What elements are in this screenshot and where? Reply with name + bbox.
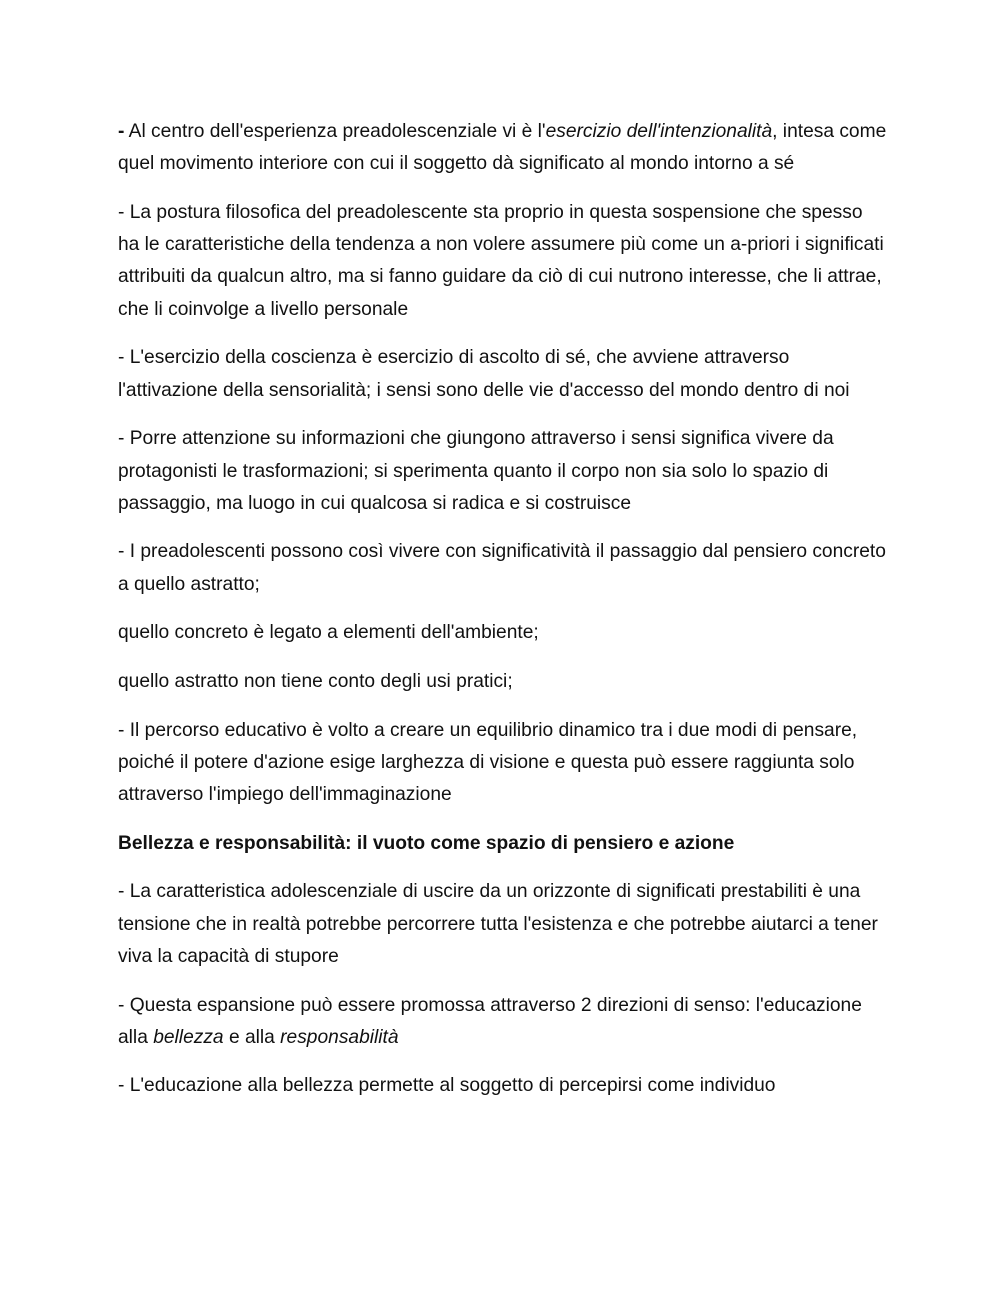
paragraph-intenzionalita: [118, 116, 888, 181]
italic-term: bellezza: [153, 1026, 224, 1048]
paragraph-text: , intesa come quel movimento interiore con cui il soggetto dà significato al mondo intorno a sé: [118, 121, 887, 175]
paragraph-esercizio-coscienza: - L'esercizio della coscienza è esercizio di ascolto di sé, che avviene attraverso l'attivazione della sensorialità; i sensi sono delle vie d'accesso del mondo dentro di noi: [118, 347, 850, 401]
italic-term: responsabilità: [280, 1026, 399, 1048]
section-heading: Bellezza e responsabilità: il vuoto come spazio di pensiero e azione: [118, 832, 735, 854]
paragraph-text: Al centro dell'esperienza preadolescenziale vi è l': [124, 121, 546, 142]
document-page: [118, 116, 888, 1119]
bold-dash: -: [118, 121, 125, 142]
paragraph-text: - Questa espansione può essere promossa attraverso 2 direzioni di senso: l'educazione alla: [118, 994, 862, 1048]
italic-term: esercizio dell'intenzionalità: [545, 121, 773, 142]
paragraph-text: e alla: [223, 1026, 281, 1048]
paragraph-attenzione-sensi: - Porre attenzione su informazioni che giungono attraverso i sensi significa vivere da protagonisti le trasformazioni; si sperimenta quanto il corpo non sia solo lo spazio di passaggio, ma luogo in cui qualcosa si radica e si costruisce: [118, 428, 834, 514]
paragraph-caratteristica-adolescenziale: - La caratteristica adolescenziale di uscire da un orizzonte di significati prestabiliti è una tensione che in realtà potrebbe percorrere tutta l'esistenza e che potrebbe aiutarci a tener viva la capacità di stupore: [118, 881, 878, 967]
paragraph-concreto: quello concreto è legato a elementi dell'ambiente;: [118, 622, 539, 644]
paragraph-astratto: quello astratto non tiene conto degli usi pratici;: [118, 670, 513, 692]
paragraph-pensiero-concreto-astratto: - I preadolescenti possono così vivere con significatività il passaggio dal pensiero concreto a quello astratto;: [118, 541, 886, 595]
paragraph-percorso-educativo: - Il percorso educativo è volto a creare un equilibrio dinamico tra i due modi di pensare, poiché il potere d'azione esige larghezza di visione e questa può essere raggiunta solo attraverso l'impiego dell'immaginazione: [118, 719, 858, 806]
paragraph-postura-filosofica: - La postura filosofica del preadolescente sta proprio in questa sospensione che spesso ha le caratteristiche della tendenza a non volere assumere più come un a-priori i significati attribuiti da qualcun altro, ma si fanno guidare da ciò di cui nutrono interesse, che li attrae, che li coinvolge a livello personale: [118, 201, 884, 320]
paragraph-educazione-bellezza: - L'educazione alla bellezza permette al soggetto di percepirsi come individuo: [118, 1075, 776, 1097]
paragraph-espansione: [118, 990, 888, 1055]
